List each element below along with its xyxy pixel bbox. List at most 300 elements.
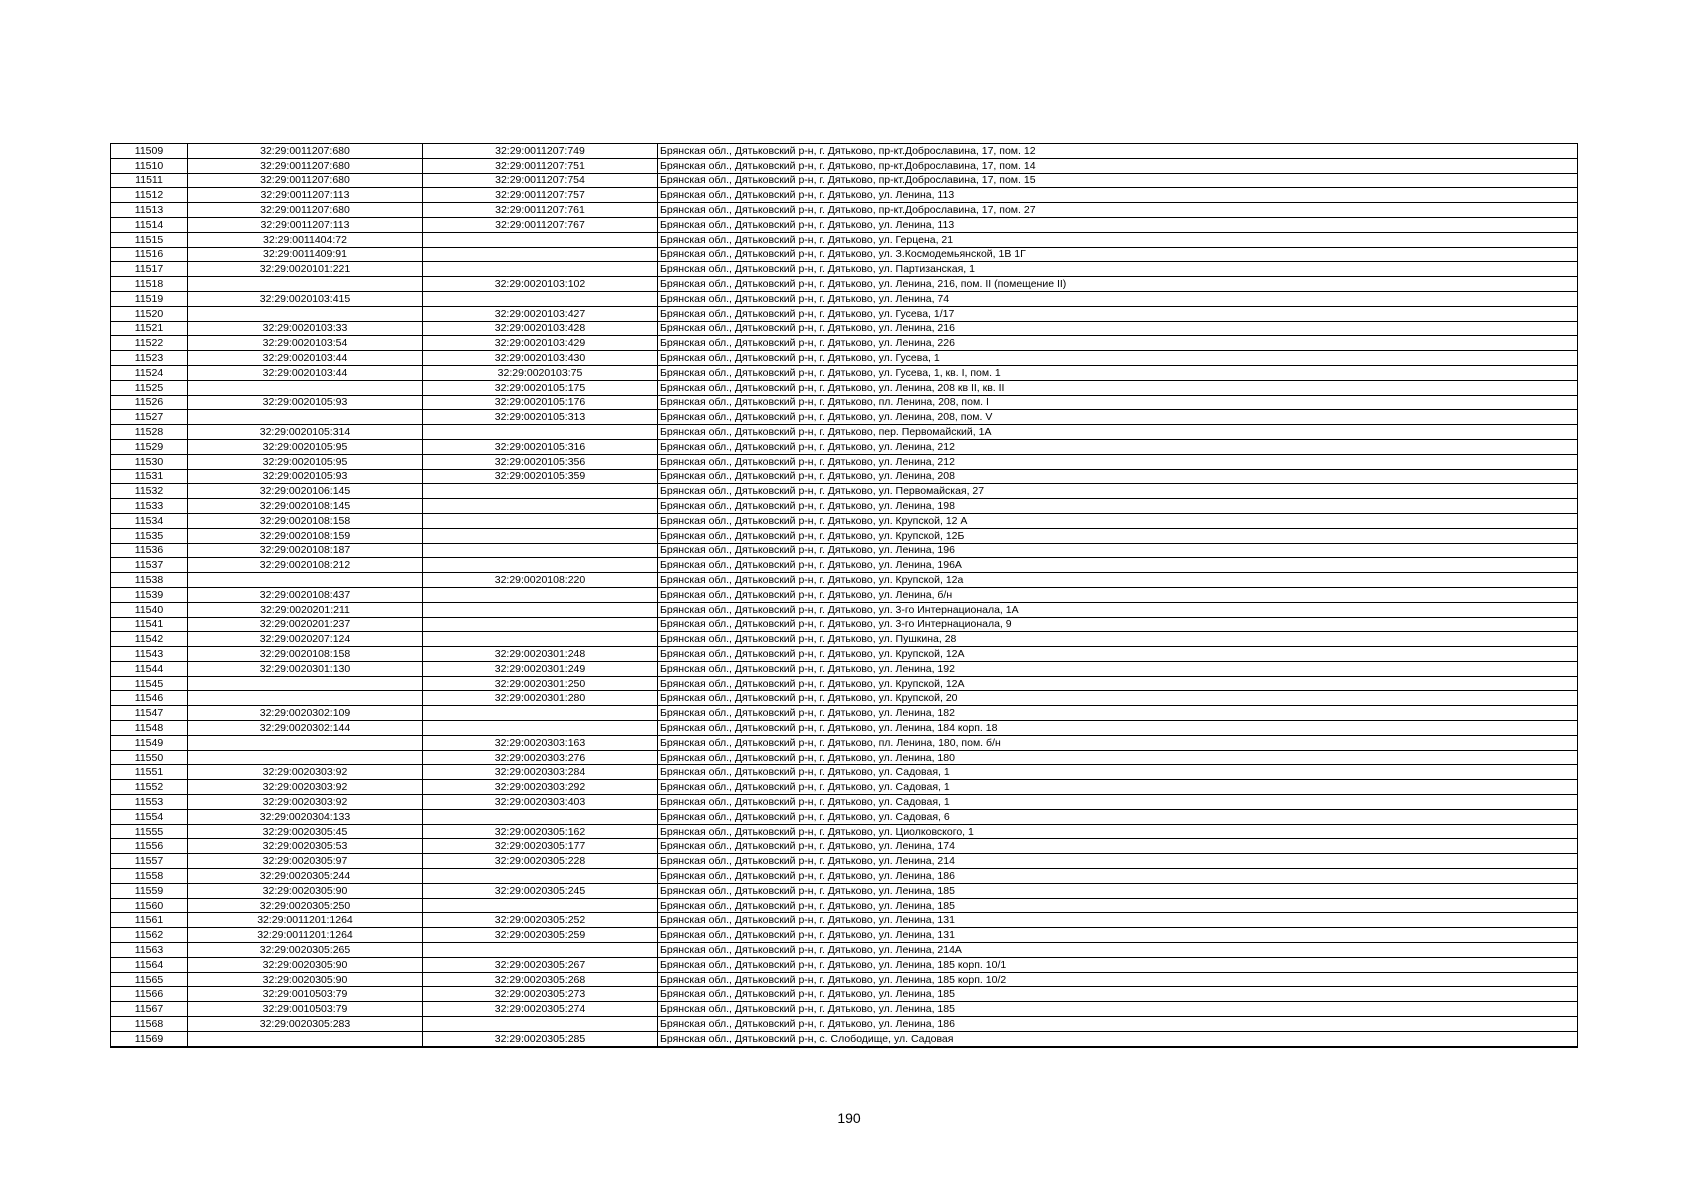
row-number-cell: 11510 bbox=[111, 158, 188, 173]
object-cadastral-number-cell: 32:29:0020105:175 bbox=[423, 380, 658, 395]
object-cadastral-number-cell: 32:29:0020303:292 bbox=[423, 780, 658, 795]
row-number-cell: 11543 bbox=[111, 647, 188, 662]
table-row bbox=[111, 839, 1578, 854]
cadastral-number-cell: 32:29:0020305:97 bbox=[188, 854, 423, 869]
address-cell: Брянская обл., Дятьковский р-н, г. Дятьково, ул. Партизанская, 1 bbox=[658, 262, 1578, 277]
cadastral-number-cell: 32:29:0020105:314 bbox=[188, 425, 423, 440]
row-number-cell: 11533 bbox=[111, 499, 188, 514]
table-row bbox=[111, 306, 1578, 321]
page-number: 190 bbox=[837, 1110, 861, 1126]
cadastral-number-cell: 32:29:0020207:124 bbox=[188, 632, 423, 647]
table-row bbox=[111, 484, 1578, 499]
cadastral-number-cell bbox=[188, 380, 423, 395]
cadastral-number-cell: 32:29:0020108:158 bbox=[188, 647, 423, 662]
row-number-cell: 11553 bbox=[111, 795, 188, 810]
object-cadastral-number-cell: 32:29:0011207:751 bbox=[423, 158, 658, 173]
address-cell: Брянская обл., Дятьковский р-н, г. Дятьково, ул. Ленина, 185 корп. 10/2 bbox=[658, 972, 1578, 987]
row-number-cell: 11547 bbox=[111, 706, 188, 721]
object-cadastral-number-cell: 32:29:0011207:754 bbox=[423, 173, 658, 188]
cadastral-number-cell: 32:29:0020103:415 bbox=[188, 291, 423, 306]
row-number-cell: 11561 bbox=[111, 913, 188, 928]
table-row bbox=[111, 395, 1578, 410]
registry-table-body bbox=[111, 144, 1578, 1047]
address-cell: Брянская обл., Дятьковский р-н, г. Дятьково, ул. Ленина, 185 bbox=[658, 1002, 1578, 1017]
object-cadastral-number-cell: 32:29:0020105:316 bbox=[423, 439, 658, 454]
address-cell: Брянская обл., Дятьковский р-н, г. Дятьково, ул. Ленина, 216, пом. II (помещение II) bbox=[658, 277, 1578, 292]
object-cadastral-number-cell: 32:29:0020303:163 bbox=[423, 735, 658, 750]
table-row bbox=[111, 336, 1578, 351]
object-cadastral-number-cell bbox=[423, 706, 658, 721]
object-cadastral-number-cell: 32:29:0020301:249 bbox=[423, 661, 658, 676]
cadastral-number-cell bbox=[188, 691, 423, 706]
cadastral-number-cell: 32:29:0020105:93 bbox=[188, 395, 423, 410]
object-cadastral-number-cell bbox=[423, 1017, 658, 1032]
cadastral-number-cell: 32:29:0020103:54 bbox=[188, 336, 423, 351]
row-number-cell: 11568 bbox=[111, 1017, 188, 1032]
address-cell: Брянская обл., Дятьковский р-н, г. Дятьково, ул. Садовая, 1 bbox=[658, 780, 1578, 795]
object-cadastral-number-cell bbox=[423, 558, 658, 573]
address-cell: Брянская обл., Дятьковский р-н, г. Дятьково, ул. Ленина, 185 bbox=[658, 898, 1578, 913]
row-number-cell: 11522 bbox=[111, 336, 188, 351]
cadastral-number-cell: 32:29:0020303:92 bbox=[188, 765, 423, 780]
object-cadastral-number-cell bbox=[423, 484, 658, 499]
row-number-cell: 11537 bbox=[111, 558, 188, 573]
cadastral-number-cell: 32:29:0011409:91 bbox=[188, 247, 423, 262]
row-number-cell: 11517 bbox=[111, 262, 188, 277]
table-row bbox=[111, 647, 1578, 662]
registry-table bbox=[110, 143, 1578, 1048]
address-cell: Брянская обл., Дятьковский р-н, г. Дятьково, ул. Первомайская, 27 bbox=[658, 484, 1578, 499]
table-row bbox=[111, 809, 1578, 824]
address-cell: Брянская обл., Дятьковский р-н, г. Дятьково, ул. Ленина, 196А bbox=[658, 558, 1578, 573]
row-number-cell: 11540 bbox=[111, 602, 188, 617]
address-cell: Брянская обл., Дятьковский р-н, г. Дятьково, ул. Крупской, 12А bbox=[658, 676, 1578, 691]
row-number-cell: 11531 bbox=[111, 469, 188, 484]
table-row bbox=[111, 277, 1578, 292]
cadastral-number-cell: 32:29:0020305:90 bbox=[188, 883, 423, 898]
cadastral-number-cell bbox=[188, 573, 423, 588]
object-cadastral-number-cell: 32:29:0020305:273 bbox=[423, 987, 658, 1002]
cadastral-number-cell: 32:29:0020305:45 bbox=[188, 824, 423, 839]
row-number-cell: 11564 bbox=[111, 957, 188, 972]
table-row bbox=[111, 203, 1578, 218]
table-row bbox=[111, 765, 1578, 780]
row-number-cell: 11548 bbox=[111, 721, 188, 736]
object-cadastral-number-cell: 32:29:0020305:274 bbox=[423, 1002, 658, 1017]
address-cell: Брянская обл., Дятьковский р-н, г. Дятьково, ул. Ленина, 74 bbox=[658, 291, 1578, 306]
address-cell: Брянская обл., Дятьковский р-н, г. Дятьково, ул. Ленина, 208, пом. V bbox=[658, 410, 1578, 425]
address-cell: Брянская обл., Дятьковский р-н, г. Дятьково, ул. Ленина, 212 bbox=[658, 439, 1578, 454]
table-row bbox=[111, 587, 1578, 602]
table-row bbox=[111, 188, 1578, 203]
address-cell: Брянская обл., Дятьковский р-н, г. Дятьково, ул. Гусева, 1, кв. I, пом. 1 bbox=[658, 365, 1578, 380]
cadastral-number-cell: 32:29:0020305:250 bbox=[188, 898, 423, 913]
object-cadastral-number-cell: 32:29:0020103:430 bbox=[423, 351, 658, 366]
object-cadastral-number-cell bbox=[423, 425, 658, 440]
cadastral-number-cell: 32:29:0020305:244 bbox=[188, 869, 423, 884]
cadastral-number-cell: 32:29:0011207:680 bbox=[188, 173, 423, 188]
object-cadastral-number-cell bbox=[423, 232, 658, 247]
address-cell: Брянская обл., Дятьковский р-н, г. Дятьково, ул. 3-го Интернационала, 1А bbox=[658, 602, 1578, 617]
row-number-cell: 11528 bbox=[111, 425, 188, 440]
row-number-cell: 11519 bbox=[111, 291, 188, 306]
address-cell: Брянская обл., Дятьковский р-н, г. Дятьково, ул. Ленина, 208 bbox=[658, 469, 1578, 484]
object-cadastral-number-cell: 32:29:0020103:102 bbox=[423, 277, 658, 292]
row-number-cell: 11525 bbox=[111, 380, 188, 395]
row-number-cell: 11520 bbox=[111, 306, 188, 321]
table-row bbox=[111, 913, 1578, 928]
cadastral-number-cell: 32:29:0020201:237 bbox=[188, 617, 423, 632]
table-row bbox=[111, 735, 1578, 750]
row-number-cell: 11514 bbox=[111, 217, 188, 232]
table-row bbox=[111, 380, 1578, 395]
row-number-cell: 11542 bbox=[111, 632, 188, 647]
object-cadastral-number-cell bbox=[423, 528, 658, 543]
address-cell: Брянская обл., Дятьковский р-н, г. Дятьково, ул. Ленина, 216 bbox=[658, 321, 1578, 336]
address-cell: Брянская обл., Дятьковский р-н, г. Дятьково, пл. Ленина, 208, пом. I bbox=[658, 395, 1578, 410]
address-cell: Брянская обл., Дятьковский р-н, г. Дятьково, ул. Пушкина, 28 bbox=[658, 632, 1578, 647]
table-row bbox=[111, 321, 1578, 336]
cadastral-number-cell: 32:29:0020108:437 bbox=[188, 587, 423, 602]
row-number-cell: 11518 bbox=[111, 277, 188, 292]
cadastral-number-cell: 32:29:0020105:95 bbox=[188, 439, 423, 454]
cadastral-number-cell: 32:29:0010503:79 bbox=[188, 987, 423, 1002]
cadastral-number-cell: 32:29:0020301:130 bbox=[188, 661, 423, 676]
cadastral-number-cell bbox=[188, 1031, 423, 1046]
cadastral-number-cell: 32:29:0020303:92 bbox=[188, 780, 423, 795]
row-number-cell: 11536 bbox=[111, 543, 188, 558]
address-cell: Брянская обл., Дятьковский р-н, г. Дятьково, ул. Ленина, 214А bbox=[658, 943, 1578, 958]
address-cell: Брянская обл., Дятьковский р-н, г. Дятьково, ул. Ленина, 185 bbox=[658, 883, 1578, 898]
cadastral-number-cell: 32:29:0020305:90 bbox=[188, 972, 423, 987]
table-row bbox=[111, 454, 1578, 469]
object-cadastral-number-cell bbox=[423, 543, 658, 558]
cadastral-number-cell: 32:29:0020103:33 bbox=[188, 321, 423, 336]
row-number-cell: 11544 bbox=[111, 661, 188, 676]
table-row bbox=[111, 780, 1578, 795]
table-row bbox=[111, 499, 1578, 514]
address-cell: Брянская обл., Дятьковский р-н, г. Дятьково, ул. Ленина, б/н bbox=[658, 587, 1578, 602]
address-cell: Брянская обл., Дятьковский р-н, г. Дятьково, пр-кт.Доброславина, 17, пом. 15 bbox=[658, 173, 1578, 188]
row-number-cell: 11556 bbox=[111, 839, 188, 854]
cadastral-number-cell: 32:29:0020108:212 bbox=[188, 558, 423, 573]
address-cell: Брянская обл., Дятьковский р-н, г. Дятьково, ул. Ленина, 185 корп. 10/1 bbox=[658, 957, 1578, 972]
row-number-cell: 11515 bbox=[111, 232, 188, 247]
table-row bbox=[111, 721, 1578, 736]
object-cadastral-number-cell bbox=[423, 898, 658, 913]
object-cadastral-number-cell: 32:29:0020305:245 bbox=[423, 883, 658, 898]
address-cell: Брянская обл., Дятьковский р-н, г. Дятьково, ул. Крупской, 12Б bbox=[658, 528, 1578, 543]
address-cell: Брянская обл., Дятьковский р-н, г. Дятьково, ул. Ленина, 131 bbox=[658, 913, 1578, 928]
row-number-cell: 11521 bbox=[111, 321, 188, 336]
object-cadastral-number-cell: 32:29:0020303:276 bbox=[423, 750, 658, 765]
object-cadastral-number-cell: 32:29:0020105:359 bbox=[423, 469, 658, 484]
address-cell: Брянская обл., Дятьковский р-н, г. Дятьково, ул. Герцена, 21 bbox=[658, 232, 1578, 247]
object-cadastral-number-cell bbox=[423, 602, 658, 617]
object-cadastral-number-cell bbox=[423, 721, 658, 736]
object-cadastral-number-cell: 32:29:0020301:250 bbox=[423, 676, 658, 691]
table-row bbox=[111, 410, 1578, 425]
address-cell: Брянская обл., Дятьковский р-н, г. Дятьково, ул. Ленина, 192 bbox=[658, 661, 1578, 676]
address-cell: Брянская обл., Дятьковский р-н, г. Дятьково, ул. Садовая, 6 bbox=[658, 809, 1578, 824]
address-cell: Брянская обл., Дятьковский р-н, г. Дятьково, ул. Ленина, 182 bbox=[658, 706, 1578, 721]
cadastral-number-cell: 32:29:0020302:144 bbox=[188, 721, 423, 736]
table-row bbox=[111, 513, 1578, 528]
object-cadastral-number-cell: 32:29:0020305:177 bbox=[423, 839, 658, 854]
address-cell: Брянская обл., Дятьковский р-н, г. Дятьково, пер. Первомайский, 1А bbox=[658, 425, 1578, 440]
table-row bbox=[111, 869, 1578, 884]
cadastral-number-cell bbox=[188, 277, 423, 292]
table-row bbox=[111, 602, 1578, 617]
object-cadastral-number-cell: 32:29:0020305:252 bbox=[423, 913, 658, 928]
object-cadastral-number-cell: 32:29:0020103:429 bbox=[423, 336, 658, 351]
object-cadastral-number-cell: 32:29:0011207:757 bbox=[423, 188, 658, 203]
object-cadastral-number-cell bbox=[423, 513, 658, 528]
row-number-cell: 11513 bbox=[111, 203, 188, 218]
table-row bbox=[111, 883, 1578, 898]
cadastral-number-cell: 32:29:0020302:109 bbox=[188, 706, 423, 721]
cadastral-number-cell: 32:29:0011207:113 bbox=[188, 217, 423, 232]
address-cell: Брянская обл., Дятьковский р-н, г. Дятьково, ул. Садовая, 1 bbox=[658, 765, 1578, 780]
address-cell: Брянская обл., Дятьковский р-н, г. Дятьково, пр-кт.Доброславина, 17, пом. 27 bbox=[658, 203, 1578, 218]
address-cell: Брянская обл., Дятьковский р-н, г. Дятьково, ул. Ленина, 186 bbox=[658, 1017, 1578, 1032]
address-cell: Брянская обл., Дятьковский р-н, г. Дятьково, ул. Ленина, 208 кв II, кв. II bbox=[658, 380, 1578, 395]
row-number-cell: 11546 bbox=[111, 691, 188, 706]
address-cell: Брянская обл., Дятьковский р-н, г. Дятьково, ул. Ленина, 214 bbox=[658, 854, 1578, 869]
cadastral-number-cell: 32:29:0020105:93 bbox=[188, 469, 423, 484]
table-row bbox=[111, 351, 1578, 366]
object-cadastral-number-cell bbox=[423, 587, 658, 602]
table-row bbox=[111, 676, 1578, 691]
cadastral-number-cell bbox=[188, 410, 423, 425]
table-row bbox=[111, 543, 1578, 558]
object-cadastral-number-cell bbox=[423, 632, 658, 647]
address-cell: Брянская обл., Дятьковский р-н, г. Дятьково, ул. Гусева, 1/17 bbox=[658, 306, 1578, 321]
cadastral-number-cell: 32:29:0011207:680 bbox=[188, 158, 423, 173]
object-cadastral-number-cell: 32:29:0020105:356 bbox=[423, 454, 658, 469]
row-number-cell: 11559 bbox=[111, 883, 188, 898]
address-cell: Брянская обл., Дятьковский р-н, г. Дятьково, пл. Ленина, 180, пом. б/н bbox=[658, 735, 1578, 750]
table-row bbox=[111, 898, 1578, 913]
table-row bbox=[111, 661, 1578, 676]
address-cell: Брянская обл., Дятьковский р-н, г. Дятьково, ул. Ленина, 198 bbox=[658, 499, 1578, 514]
cadastral-number-cell: 32:29:0020303:92 bbox=[188, 795, 423, 810]
table-row bbox=[111, 173, 1578, 188]
cadastral-number-cell: 32:29:0020304:133 bbox=[188, 809, 423, 824]
address-cell: Брянская обл., Дятьковский р-н, г. Дятьково, ул. Ленина, 113 bbox=[658, 217, 1578, 232]
table-row bbox=[111, 1031, 1578, 1046]
object-cadastral-number-cell bbox=[423, 262, 658, 277]
cadastral-number-cell: 32:29:0020305:53 bbox=[188, 839, 423, 854]
address-cell: Брянская обл., Дятьковский р-н, г. Дятьково, пр-кт.Доброславина, 17, пом. 14 bbox=[658, 158, 1578, 173]
address-cell: Брянская обл., Дятьковский р-н, г. Дятьково, ул. Ленина, 113 bbox=[658, 188, 1578, 203]
object-cadastral-number-cell: 32:29:0020305:228 bbox=[423, 854, 658, 869]
row-number-cell: 11539 bbox=[111, 587, 188, 602]
object-cadastral-number-cell: 32:29:0020301:248 bbox=[423, 647, 658, 662]
object-cadastral-number-cell: 32:29:0020305:285 bbox=[423, 1031, 658, 1046]
row-number-cell: 11526 bbox=[111, 395, 188, 410]
row-number-cell: 11532 bbox=[111, 484, 188, 499]
table-row bbox=[111, 262, 1578, 277]
object-cadastral-number-cell: 32:29:0020301:280 bbox=[423, 691, 658, 706]
row-number-cell: 11555 bbox=[111, 824, 188, 839]
object-cadastral-number-cell bbox=[423, 291, 658, 306]
cadastral-number-cell: 32:29:0020103:44 bbox=[188, 365, 423, 380]
object-cadastral-number-cell: 32:29:0020105:313 bbox=[423, 410, 658, 425]
object-cadastral-number-cell: 32:29:0020103:428 bbox=[423, 321, 658, 336]
table-row bbox=[111, 854, 1578, 869]
table-row bbox=[111, 291, 1578, 306]
cadastral-number-cell: 32:29:0020103:44 bbox=[188, 351, 423, 366]
table-row bbox=[111, 158, 1578, 173]
row-number-cell: 11535 bbox=[111, 528, 188, 543]
cadastral-number-cell: 32:29:0011207:113 bbox=[188, 188, 423, 203]
row-number-cell: 11557 bbox=[111, 854, 188, 869]
object-cadastral-number-cell: 32:29:0020303:403 bbox=[423, 795, 658, 810]
address-cell: Брянская обл., Дятьковский р-н, г. Дятьково, ул. Ленина, 212 bbox=[658, 454, 1578, 469]
cadastral-number-cell: 32:29:0011207:680 bbox=[188, 203, 423, 218]
address-cell: Брянская обл., Дятьковский р-н, г. Дятьково, ул. Гусева, 1 bbox=[658, 351, 1578, 366]
table-row bbox=[111, 928, 1578, 943]
row-number-cell: 11550 bbox=[111, 750, 188, 765]
table-row bbox=[111, 957, 1578, 972]
address-cell: Брянская обл., Дятьковский р-н, г. Дятьково, ул. Ленина, 196 bbox=[658, 543, 1578, 558]
table-row bbox=[111, 439, 1578, 454]
cadastral-number-cell: 32:29:0020305:265 bbox=[188, 943, 423, 958]
cadastral-number-cell: 32:29:0020106:145 bbox=[188, 484, 423, 499]
cadastral-number-cell bbox=[188, 306, 423, 321]
cadastral-number-cell: 32:29:0011201:1264 bbox=[188, 928, 423, 943]
cadastral-number-cell: 32:29:0020108:187 bbox=[188, 543, 423, 558]
address-cell: Брянская обл., Дятьковский р-н, г. Дятьково, ул. Крупской, 12А bbox=[658, 647, 1578, 662]
cadastral-number-cell: 32:29:0020108:158 bbox=[188, 513, 423, 528]
address-cell: Брянская обл., Дятьковский р-н, г. Дятьково, ул. Ленина, 180 bbox=[658, 750, 1578, 765]
table-row bbox=[111, 217, 1578, 232]
row-number-cell: 11551 bbox=[111, 765, 188, 780]
row-number-cell: 11567 bbox=[111, 1002, 188, 1017]
row-number-cell: 11563 bbox=[111, 943, 188, 958]
row-number-cell: 11524 bbox=[111, 365, 188, 380]
table-row bbox=[111, 691, 1578, 706]
table-row bbox=[111, 247, 1578, 262]
row-number-cell: 11565 bbox=[111, 972, 188, 987]
row-number-cell: 11512 bbox=[111, 188, 188, 203]
table-row bbox=[111, 425, 1578, 440]
table-row bbox=[111, 558, 1578, 573]
row-number-cell: 11545 bbox=[111, 676, 188, 691]
cadastral-number-cell: 32:29:0020108:159 bbox=[188, 528, 423, 543]
row-number-cell: 11516 bbox=[111, 247, 188, 262]
object-cadastral-number-cell: 32:29:0011207:767 bbox=[423, 217, 658, 232]
object-cadastral-number-cell: 32:29:0020303:284 bbox=[423, 765, 658, 780]
cadastral-number-cell: 32:29:0010503:79 bbox=[188, 1002, 423, 1017]
row-number-cell: 11529 bbox=[111, 439, 188, 454]
row-number-cell: 11530 bbox=[111, 454, 188, 469]
cadastral-number-cell bbox=[188, 676, 423, 691]
cadastral-number-cell: 32:29:0011207:680 bbox=[188, 144, 423, 159]
row-number-cell: 11523 bbox=[111, 351, 188, 366]
address-cell: Брянская обл., Дятьковский р-н, г. Дятьково, ул. Циолковского, 1 bbox=[658, 824, 1578, 839]
cadastral-number-cell: 32:29:0020105:95 bbox=[188, 454, 423, 469]
address-cell: Брянская обл., Дятьковский р-н, г. Дятьково, ул. Ленина, 131 bbox=[658, 928, 1578, 943]
object-cadastral-number-cell bbox=[423, 809, 658, 824]
table-row bbox=[111, 469, 1578, 484]
table-row bbox=[111, 365, 1578, 380]
object-cadastral-number-cell bbox=[423, 499, 658, 514]
cadastral-number-cell: 32:29:0020101:221 bbox=[188, 262, 423, 277]
row-number-cell: 11569 bbox=[111, 1031, 188, 1046]
address-cell: Брянская обл., Дятьковский р-н, г. Дятьково, ул. Крупской, 20 bbox=[658, 691, 1578, 706]
cadastral-number-cell bbox=[188, 750, 423, 765]
table-row bbox=[111, 528, 1578, 543]
row-number-cell: 11549 bbox=[111, 735, 188, 750]
cadastral-number-cell: 32:29:0020305:283 bbox=[188, 1017, 423, 1032]
table-row bbox=[111, 573, 1578, 588]
row-number-cell: 11527 bbox=[111, 410, 188, 425]
object-cadastral-number-cell bbox=[423, 247, 658, 262]
object-cadastral-number-cell: 32:29:0011207:749 bbox=[423, 144, 658, 159]
table-row bbox=[111, 972, 1578, 987]
address-cell: Брянская обл., Дятьковский р-н, г. Дятьково, пр-кт.Доброславина, 17, пом. 12 bbox=[658, 144, 1578, 159]
row-number-cell: 11552 bbox=[111, 780, 188, 795]
cadastral-number-cell: 32:29:0020201:211 bbox=[188, 602, 423, 617]
row-number-cell: 11562 bbox=[111, 928, 188, 943]
address-cell: Брянская обл., Дятьковский р-н, г. Дятьково, ул. Крупской, 12 А bbox=[658, 513, 1578, 528]
table-row bbox=[111, 824, 1578, 839]
object-cadastral-number-cell: 32:29:0020305:162 bbox=[423, 824, 658, 839]
address-cell: Брянская обл., Дятьковский р-н, г. Дятьково, ул. Ленина, 226 bbox=[658, 336, 1578, 351]
object-cadastral-number-cell bbox=[423, 869, 658, 884]
table-row bbox=[111, 1017, 1578, 1032]
table-row bbox=[111, 632, 1578, 647]
row-number-cell: 11554 bbox=[111, 809, 188, 824]
cadastral-number-cell bbox=[188, 735, 423, 750]
table-row bbox=[111, 232, 1578, 247]
table-row bbox=[111, 1002, 1578, 1017]
row-number-cell: 11541 bbox=[111, 617, 188, 632]
object-cadastral-number-cell bbox=[423, 617, 658, 632]
row-number-cell: 11511 bbox=[111, 173, 188, 188]
row-number-cell: 11560 bbox=[111, 898, 188, 913]
table-row bbox=[111, 750, 1578, 765]
address-cell: Брянская обл., Дятьковский р-н, г. Дятьково, ул. 3-го Интернационала, 9 bbox=[658, 617, 1578, 632]
table-row bbox=[111, 987, 1578, 1002]
row-number-cell: 11534 bbox=[111, 513, 188, 528]
address-cell: Брянская обл., Дятьковский р-н, г. Дятьково, ул. Ленина, 185 bbox=[658, 987, 1578, 1002]
address-cell: Брянская обл., Дятьковский р-н, г. Дятьково, ул. З.Космодемьянской, 1В 1Г bbox=[658, 247, 1578, 262]
address-cell: Брянская обл., Дятьковский р-н, г. Дятьково, ул. Крупской, 12а bbox=[658, 573, 1578, 588]
row-number-cell: 11538 bbox=[111, 573, 188, 588]
row-number-cell: 11509 bbox=[111, 144, 188, 159]
object-cadastral-number-cell: 32:29:0020305:267 bbox=[423, 957, 658, 972]
object-cadastral-number-cell: 32:29:0020103:75 bbox=[423, 365, 658, 380]
table-row bbox=[111, 795, 1578, 810]
object-cadastral-number-cell bbox=[423, 943, 658, 958]
object-cadastral-number-cell: 32:29:0020108:220 bbox=[423, 573, 658, 588]
address-cell: Брянская обл., Дятьковский р-н, г. Дятьково, ул. Ленина, 186 bbox=[658, 869, 1578, 884]
address-cell: Брянская обл., Дятьковский р-н, г. Дятьково, ул. Садовая, 1 bbox=[658, 795, 1578, 810]
object-cadastral-number-cell: 32:29:0020103:427 bbox=[423, 306, 658, 321]
cadastral-number-cell: 32:29:0020108:145 bbox=[188, 499, 423, 514]
cadastral-number-cell: 32:29:0011404:72 bbox=[188, 232, 423, 247]
address-cell: Брянская обл., Дятьковский р-н, г. Дятьково, ул. Ленина, 184 корп. 18 bbox=[658, 721, 1578, 736]
address-cell: Брянская обл., Дятьковский р-н, с. Слободище, ул. Садовая bbox=[658, 1031, 1578, 1046]
table-row bbox=[111, 943, 1578, 958]
table-row bbox=[111, 617, 1578, 632]
table-row bbox=[111, 706, 1578, 721]
cadastral-number-cell: 32:29:0020305:90 bbox=[188, 957, 423, 972]
row-number-cell: 11558 bbox=[111, 869, 188, 884]
